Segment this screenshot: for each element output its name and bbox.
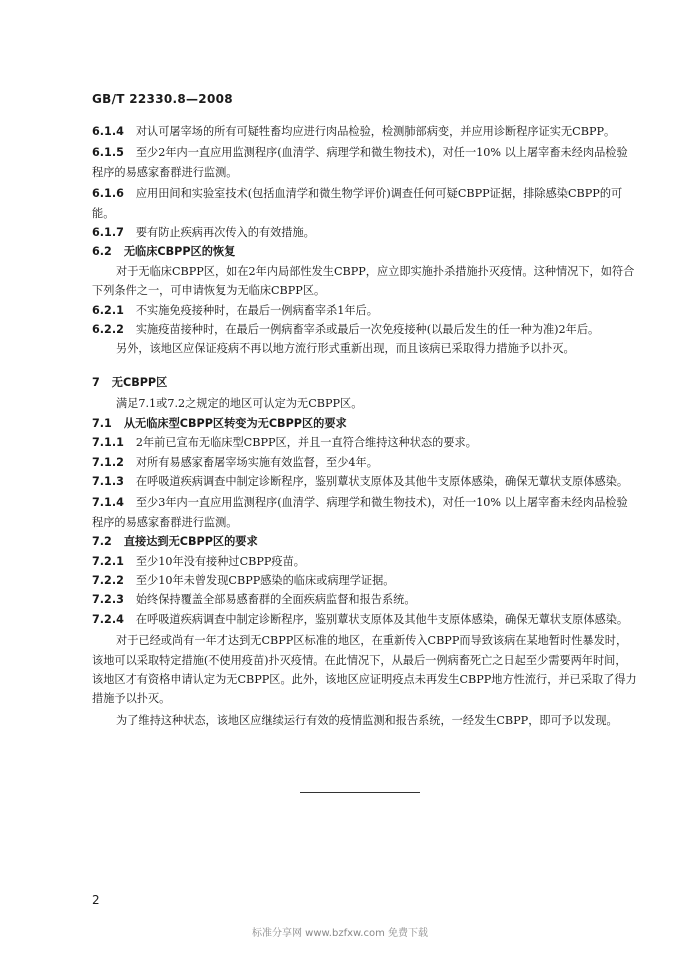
clause-number: 6.2.1 [92, 303, 124, 317]
clause-number: 7.2.3 [92, 593, 124, 607]
section-title: 无临床CBPP区的恢复 [123, 245, 236, 259]
clause-text: 至少2年内一直应用监测程序(血清学、病理学和微生物技术)，对任一10% 以上屠宰畜未经肉品检验程序的易感家畜群进行监测。 [92, 146, 628, 179]
watermark-footer: 标准分享网 www.bzfxw.com 免费下载 [252, 928, 428, 939]
section-heading-7-2 [92, 532, 637, 551]
clause-7-2-2 [92, 571, 637, 590]
clause-text: 在呼吸道疾病调查中制定诊断程序，鉴别蕈状支原体及其他牛支原体感染，确保无蕈状支原体感染。 [135, 474, 629, 488]
clause-text: 2年前已宣布无临床型CBPP区，并且一直符合维持这种状态的要求。 [135, 436, 477, 450]
section-heading-7 [92, 373, 637, 392]
clause-text: 要有防止疾病再次传入的有效措施。 [135, 226, 315, 240]
clause-6-1-6 [92, 184, 637, 223]
section-heading-7-1 [92, 414, 637, 433]
section-title: 直接达到无CBPP区的要求 [123, 535, 258, 549]
clause-number: 6.1.7 [92, 226, 124, 240]
section-number: 7 [92, 375, 100, 389]
clause-number: 7.2.1 [92, 554, 124, 568]
clause-text: 不实施免疫接种时，在最后一例病畜宰杀1年后。 [135, 303, 378, 317]
clause-text: 对所有易感家畜屠宰场实施有效监督，至少4年。 [135, 455, 378, 469]
clause-text: 实施疫苗接种时，在最后一例病畜宰杀或最后一次免疫接种(以最后发生的任一种为准)2年后。 [135, 323, 600, 337]
clause-number: 7.2.2 [92, 573, 124, 587]
clause-text: 至少10年未曾发现CBPP感染的临床或病理学证据。 [135, 573, 395, 587]
clause-text: 至少10年没有接种过CBPP疫苗。 [135, 554, 305, 568]
clause-7-1-1 [92, 433, 637, 452]
document-body [92, 122, 637, 730]
section-number: 7.2 [92, 535, 112, 549]
clause-6-1-7 [92, 223, 637, 242]
clause-6-1-4 [92, 122, 637, 141]
clause-number: 6.2.2 [92, 323, 124, 337]
section-number: 6.2 [92, 245, 112, 259]
clause-number: 7.1.4 [92, 496, 124, 510]
clause-number: 7.1.1 [92, 436, 124, 450]
clause-number: 6.1.6 [92, 187, 124, 201]
clause-7-1-2 [92, 453, 637, 472]
clause-7-1-3 [92, 472, 637, 491]
clause-number: 6.1.4 [92, 125, 124, 138]
clause-text: 始终保持覆盖全部易感畜群的全面疾病监督和报告系统。 [135, 593, 416, 607]
clause-7-2-1 [92, 552, 637, 571]
paragraph: 对于无临床CBPP区，如在2年内局部性发生CBPP，应立即实施扑杀措施扑灭疫情。这种情况下，如符合下列条件之一，可申请恢复为无临床CBPP区。 [92, 264, 635, 298]
clause-number: 7.2.4 [92, 612, 124, 626]
paragraph: 另外，该地区应保证疫病不再以地方流行形式重新出现，而且该病已采取得力措施予以扑灭。 [116, 342, 575, 356]
clause-number: 6.1.5 [92, 146, 124, 160]
clause-7-2-4 [92, 610, 637, 629]
clause-text: 至少3年内一直应用监测程序(血清学、病理学和微生物技术)，对任一10% 以上屠宰畜未经肉品检验程序的易感家畜群进行监测。 [92, 496, 628, 529]
clause-7-1-4 [92, 493, 637, 532]
clause-6-2-2 [92, 320, 637, 339]
section-title: 无CBPP区 [111, 375, 168, 389]
paragraph: 为了维持这种状态，该地区应继续运行有效的疫情监测和报告系统，一经发生CBPP，即可予以发现。 [116, 713, 618, 727]
clause-number: 7.1.2 [92, 455, 124, 469]
paragraph: 满足7.1或7.2之规定的地区可认定为无CBPP区。 [116, 397, 363, 411]
end-rule [300, 792, 420, 793]
clause-text: 在呼吸道疾病调查中制定诊断程序，鉴别蕈状支原体及其他牛支原体感染，确保无蕈状支原体感染。 [135, 612, 629, 626]
standard-code: GB/T 22330.8—2008 [92, 92, 233, 106]
clause-6-1-5 [92, 143, 637, 182]
section-number: 7.1 [92, 416, 112, 430]
clause-7-2-3 [92, 590, 637, 609]
clause-text: 对认可屠宰场的所有可疑牲畜均应进行肉品检验，检测肺部病变，并应用诊断程序证实无CBPP。 [135, 125, 616, 138]
clause-text: 应用田间和实验室技术(包括血清学和微生物学评价)调查任何可疑CBPP证据，排除感染CBPP的可能。 [92, 187, 623, 220]
page-number: 2 [92, 893, 100, 907]
section-heading-6-2 [92, 242, 637, 261]
clause-6-2-1 [92, 301, 637, 320]
paragraph: 对于已经或尚有一年才达到无CBPP区标准的地区，在重新传入CBPP而导致该病在某地暂时性暴发时，该地可以采取特定措施(不使用疫苗)扑灭疫情。在此情况下，从最后一例病畜死亡之日起至少需要两年时间，该地区才有资格申请认定为无CBPP区。此外，该地区应证明疫点未再发生CBPP地方性流行，并已采取了得力措施予以扑灭。 [92, 634, 637, 706]
clause-number: 7.1.3 [92, 474, 124, 488]
section-title: 从无临床型CBPP区转变为无CBPP区的要求 [123, 416, 347, 430]
